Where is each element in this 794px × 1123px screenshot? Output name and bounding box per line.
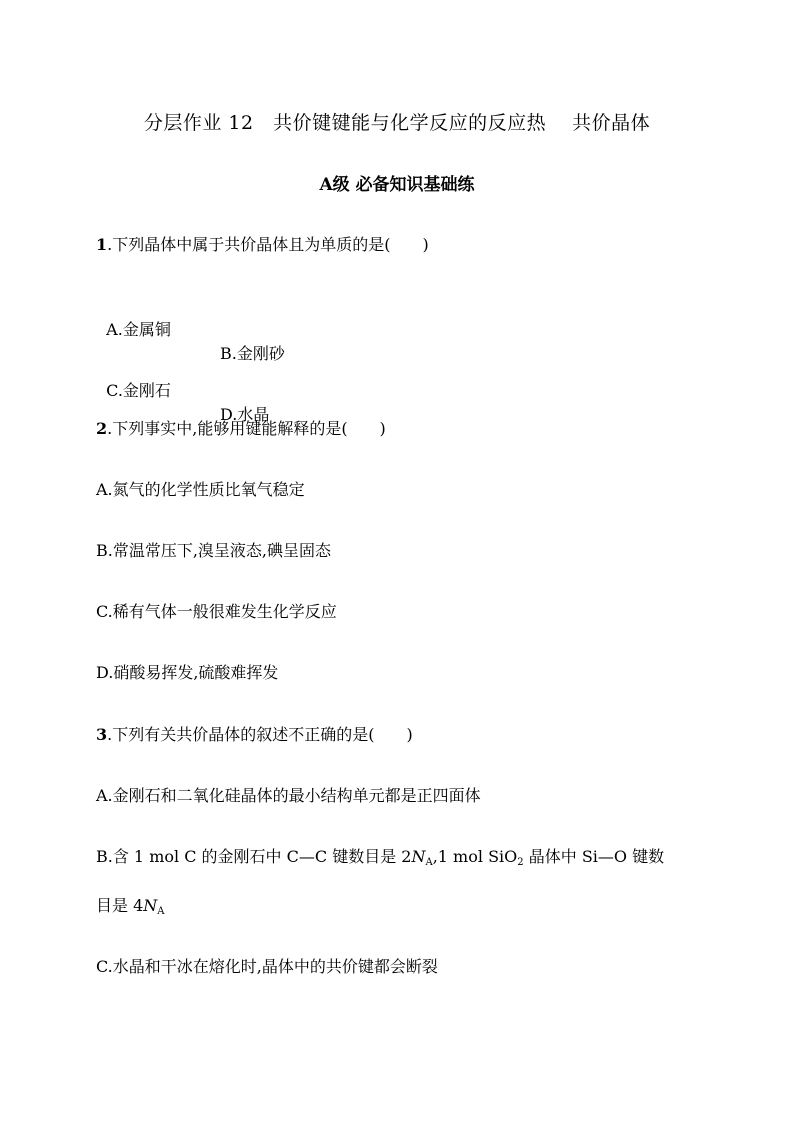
question-text: .下列晶体中属于共价晶体且为单质的是( ) [107, 235, 429, 254]
option-b-text: ,1 mol SiO [432, 847, 518, 866]
subscript: A [425, 857, 433, 868]
question-3-option-c: C.水晶和干冰在熔化时,晶体中的共价键都会断裂 [96, 957, 438, 976]
question-3-option-a: A.金刚石和二氧化硅晶体的最小结构单元都是正四面体 [96, 786, 481, 805]
question-number: 2 [96, 419, 108, 438]
question-3-stem [96, 723, 413, 747]
option-b: B.金刚砂 [220, 344, 285, 363]
question-text: .下列事实中,能够用键能解释的是( ) [107, 419, 386, 438]
question-2-option-d: D.硝酸易挥发,硫酸难挥发 [96, 663, 279, 682]
question-2-stem [96, 417, 386, 441]
question-1-stem [96, 233, 429, 257]
subscript: 2 [517, 857, 524, 868]
avogadro-symbol: N [143, 896, 158, 915]
avogadro-symbol: N [411, 847, 426, 866]
question-3-option-b-line-2 [96, 894, 165, 924]
question-number: 1 [96, 235, 108, 254]
option-a: A.金属铜 [106, 320, 171, 339]
question-3-option-b-line-1 [96, 845, 664, 875]
question-2-option-b: B.常温常压下,溴呈液态,碘呈固态 [96, 541, 332, 560]
question-number: 3 [96, 725, 108, 744]
question-2-option-c: C.稀有气体一般很难发生化学反应 [96, 602, 337, 621]
option-b-text: 晶体中 Si—O 键数 [523, 847, 665, 866]
option-b-text: B.含 1 mol C 的金刚石中 C—C 键数目是 2 [96, 847, 412, 866]
option-d: D.水晶 [220, 405, 270, 424]
question-2-option-a: A.氮气的化学性质比氧气稳定 [96, 480, 305, 499]
page-title: 分层作业 12 共价键键能与化学反应的反应热 共价晶体 [143, 112, 651, 134]
question-text: .下列有关共价晶体的叙述不正确的是( ) [107, 725, 413, 744]
subscript: A [157, 906, 165, 917]
option-b-text: 目是 4 [96, 896, 144, 915]
section-heading: A级 必备知识基础练 [319, 175, 475, 195]
option-c: C.金刚石 [106, 381, 171, 400]
